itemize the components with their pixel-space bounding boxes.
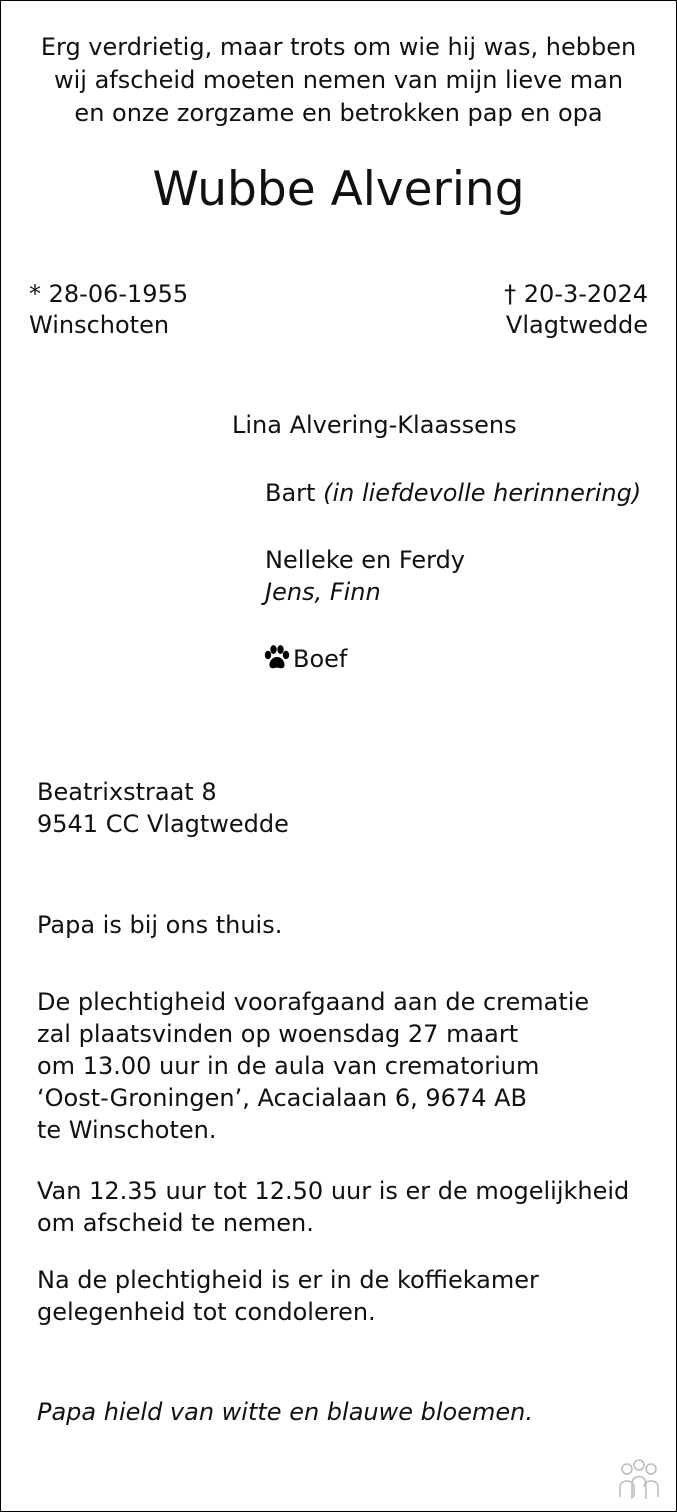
grandchildren: Jens, Finn: [265, 578, 381, 606]
farewell-line: Van 12.35 uur tot 12.50 uur is er de mogelijkheid: [37, 1177, 630, 1205]
farewell-line: om afscheid te nemen.: [37, 1209, 314, 1237]
flowers-note: Papa hield van witte en blauwe bloemen.: [37, 1398, 533, 1426]
memorial-note: (in liefdevolle herinnering): [323, 479, 642, 507]
address-street: Beatrixstraat 8: [37, 778, 217, 806]
child-name: Bart: [265, 479, 316, 507]
pet-name: Boef: [293, 645, 348, 673]
farewell-text: [37, 1175, 629, 1239]
death-info: [504, 279, 648, 341]
condolence-text: [37, 1264, 539, 1328]
ceremony-line: om 13.00 uur in de aula van crematorium: [37, 1052, 540, 1080]
ceremony-text: [37, 986, 589, 1146]
ceremony-line: zal plaatsvinden op woensdag 27 maart: [37, 1020, 519, 1048]
paw-print-icon: [263, 644, 291, 672]
birth-info: [29, 279, 188, 341]
ceremony-line: te Winschoten.: [37, 1116, 217, 1144]
address-city: 9541 CC Vlagtwedde: [37, 810, 289, 838]
pet-line: [263, 643, 347, 675]
people-group-icon: [614, 1457, 664, 1503]
child-bart: [265, 477, 641, 509]
intro-line: Erg verdrietig, maar trots om wie hij was, hebben: [40, 33, 637, 61]
address: [37, 776, 289, 840]
death-date: † 20-3-2024: [504, 280, 648, 308]
intro-line: en onze zorgzame en betrokken pap en opa: [74, 99, 603, 127]
deceased-name: Wubbe Alvering: [152, 162, 525, 217]
child-nelleke-ferdy: Nelleke en Ferdy: [265, 546, 466, 574]
intro-text: [1, 31, 676, 130]
spouse-name: Lina Alvering-Klaassens: [232, 411, 517, 439]
visitation-text: Papa is bij ons thuis.: [37, 911, 283, 939]
condolence-line: Na de plechtigheid is er in de koffiekamer: [37, 1266, 539, 1294]
condolence-line: gelegenheid tot condoleren.: [37, 1298, 376, 1326]
birth-date: * 28-06-1955: [29, 280, 189, 308]
birth-place: Winschoten: [29, 311, 170, 339]
death-place: Vlagtwedde: [505, 311, 648, 339]
intro-line: wij afscheid moeten nemen van mijn lieve man: [53, 66, 624, 94]
ceremony-line: De plechtigheid voorafgaand aan de crematie: [37, 988, 590, 1016]
ceremony-line: ‘Oost-Groningen’, Acacialaan 6, 9674 AB: [37, 1084, 527, 1112]
